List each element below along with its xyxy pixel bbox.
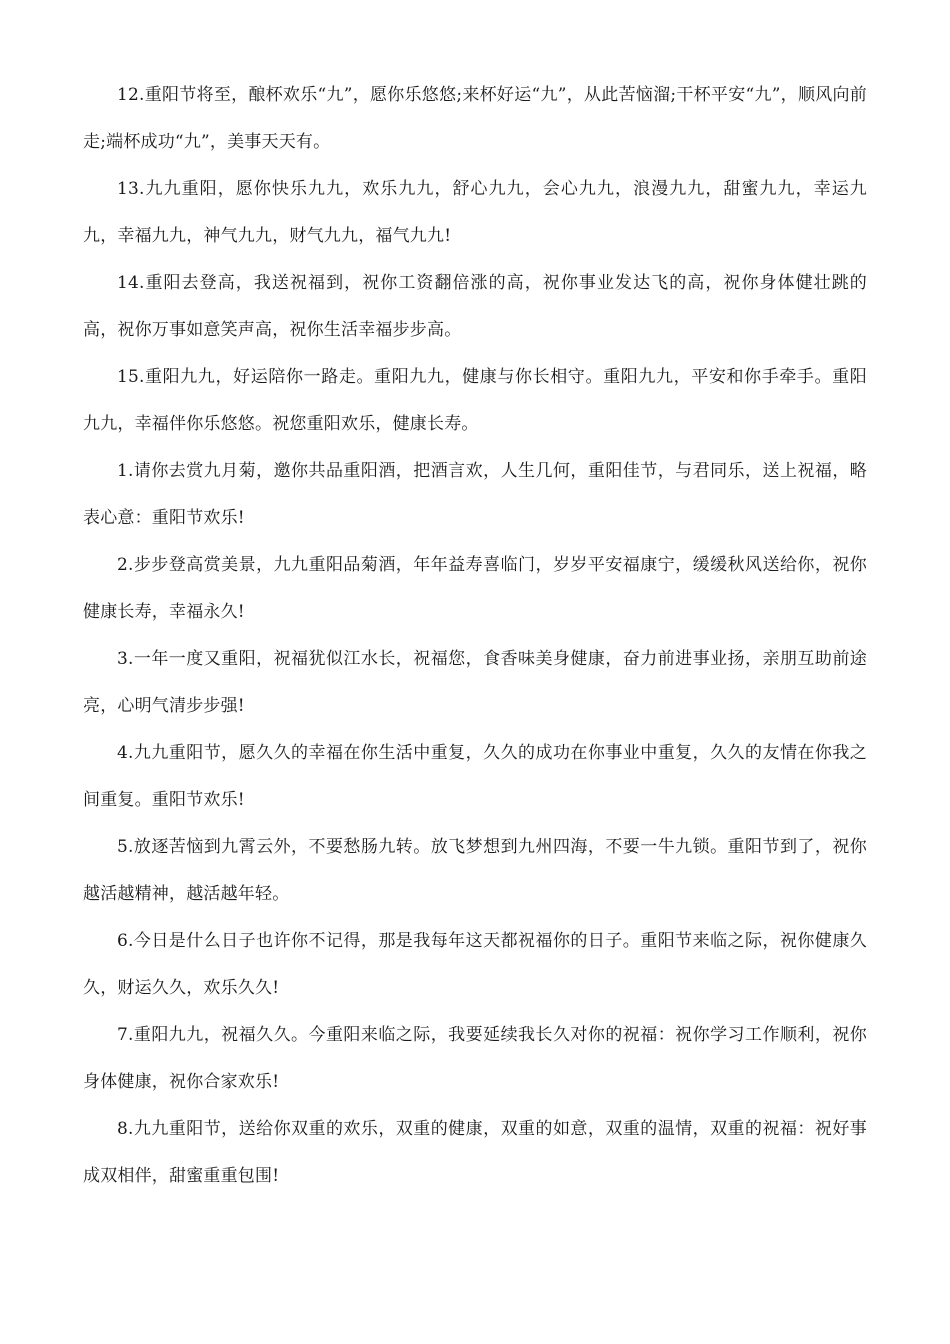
paragraph: 6.今日是什么日子也许你不记得，那是我每年这天都祝福你的日子。重阳节来临之际，祝你健康久久，财运久久，欢乐久久! <box>83 931 867 998</box>
paragraph: 7.重阳九九，祝福久久。今重阳来临之际，我要延续我长久对你的祝福：祝你学习工作顺利，祝你身体健康，祝你合家欢乐! <box>83 1025 867 1092</box>
paragraph: 1.请你去赏九月菊，邀你共品重阳酒，把酒言欢，人生几何，重阳佳节，与君同乐，送上祝福，略表心意：重阳节欢乐! <box>83 461 867 528</box>
paragraph: 8.九九重阳节，送给你双重的欢乐，双重的健康，双重的如意，双重的温情，双重的祝福：祝好事成双相伴，甜蜜重重包围! <box>83 1119 867 1186</box>
paragraph: 2.步步登高赏美景，九九重阳品菊酒，年年益寿喜临门，岁岁平安福康宁，缓缓秋风送给你，祝你健康长寿，幸福永久! <box>83 555 867 622</box>
paragraph: 12.重阳节将至，酿杯欢乐“九”，愿你乐悠悠;来杯好运“九”，从此苦恼溜;干杯平安“九”，顺风向前走;端杯成功“九”，美事天天有。 <box>83 85 867 152</box>
paragraph: 15.重阳九九，好运陪你一路走。重阳九九，健康与你长相守。重阳九九，平安和你手牵手。重阳九九，幸福伴你乐悠悠。祝您重阳欢乐，健康长寿。 <box>83 367 867 434</box>
paragraph: 3.一年一度又重阳，祝福犹似江水长，祝福您，食香味美身健康，奋力前进事业扬，亲朋互助前途亮，心明气清步步强! <box>83 649 867 716</box>
paragraph: 13.九九重阳，愿你快乐九九，欢乐九九，舒心九九，会心九九，浪漫九九，甜蜜九九，幸运九九，幸福九九，神气九九，财气九九，福气九九! <box>83 179 867 246</box>
document-page <box>83 72 867 1200</box>
paragraph: 14.重阳去登高，我送祝福到，祝你工资翻倍涨的高，祝你事业发达飞的高，祝你身体健壮跳的高，祝你万事如意笑声高，祝你生活幸福步步高。 <box>83 273 867 340</box>
paragraph: 5.放逐苦恼到九霄云外，不要愁肠九转。放飞梦想到九州四海，不要一牛九锁。重阳节到了，祝你越活越精神，越活越年轻。 <box>83 837 867 904</box>
paragraph: 4.九九重阳节，愿久久的幸福在你生活中重复，久久的成功在你事业中重复，久久的友情在你我之间重复。重阳节欢乐! <box>83 743 867 810</box>
